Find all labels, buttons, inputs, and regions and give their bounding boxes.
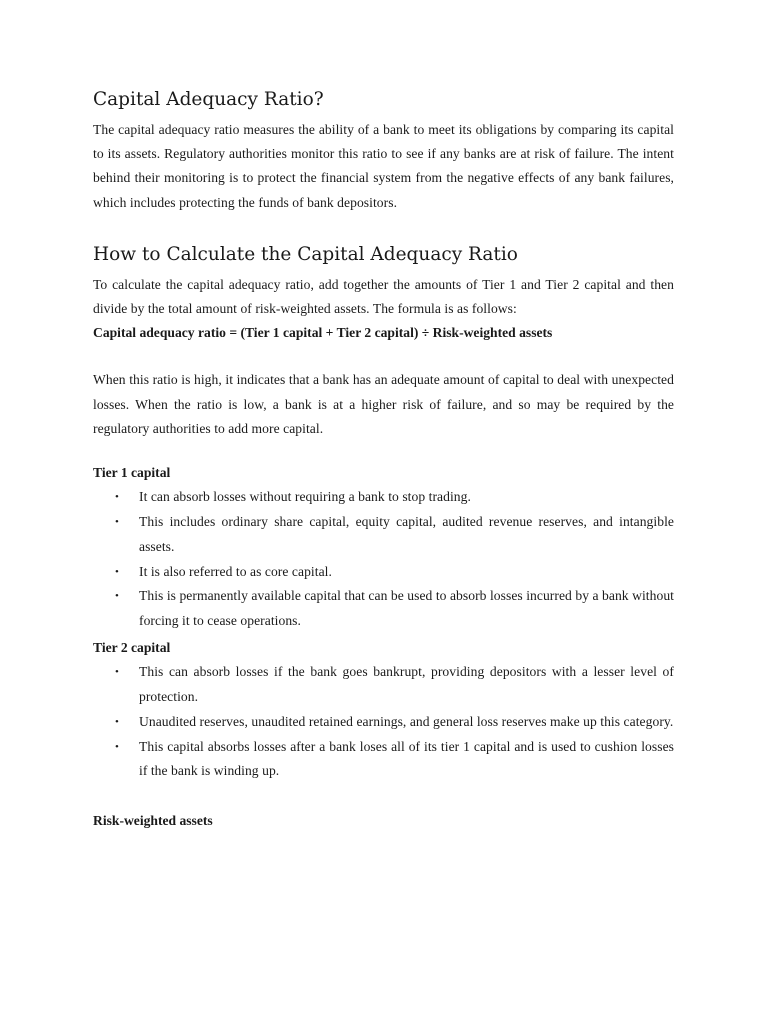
list-item — [93, 660, 674, 710]
list-item — [93, 735, 674, 785]
list-item-text: This is permanently available capital that can be used to absorb losses incurred by a bank without forcing it to cease operations. — [139, 588, 674, 629]
bullet-icon: • — [115, 715, 119, 728]
ratio-paragraph: When this ratio is high, it indicates that a bank has an adequate amount of capital to deal with unexpected losses. When the ratio is low, a bank is at a higher risk of failure, and so may be required by the regulatory authorities to add more capital. — [93, 372, 674, 436]
list-item — [93, 485, 674, 510]
list-item — [93, 710, 674, 735]
rwa-heading: Risk-weighted assets — [93, 813, 213, 829]
bullet-icon: • — [115, 740, 119, 753]
bullet-icon: • — [115, 590, 119, 603]
spacer — [93, 441, 674, 461]
calc-heading: How to Calculate the Capital Adequacy Ratio — [93, 243, 518, 265]
spacer — [93, 345, 674, 368]
list-item — [93, 560, 674, 585]
tier2-list — [93, 660, 674, 784]
list-item-text: It can absorb losses without requiring a bank to stop trading. — [139, 489, 471, 505]
intro-paragraph: The capital adequacy ratio measures the ability of a bank to meet its obligations by comparing its capital to its assets. Regulatory authorities monitor this ratio to see if any banks are at risk of failure. The intent behind their monitoring is to protect the financial system from the negative effects of any bank failures, which includes protecting the funds of bank depositors. — [93, 122, 674, 210]
list-item-text: This includes ordinary share capital, equity capital, audited revenue reserves, and intangible assets. — [139, 514, 674, 554]
list-item — [93, 584, 674, 634]
tier2-heading: Tier 2 capital — [93, 640, 171, 656]
spacer — [93, 786, 674, 809]
document-page — [93, 86, 674, 833]
formula-text: Capital adequacy ratio = (Tier 1 capital + Tier 2 capital) ÷ Risk-weighted assets — [93, 325, 553, 341]
list-item — [93, 510, 674, 560]
calc-paragraph: To calculate the capital adequacy ratio, add together the amounts of Tier 1 and Tier 2 capital and then divide by the total amount of risk-weighted assets. The formula is as follows: — [93, 276, 674, 317]
list-item-text: Unaudited reserves, unaudited retained earnings, and general loss reserves make up this category. — [139, 713, 674, 729]
tier1-list — [93, 485, 674, 634]
list-item-text: It is also referred to as core capital. — [139, 563, 332, 579]
list-item-text: This capital absorbs losses after a bank loses all of its tier 1 capital and is used to cushion losses if the bank is winding up. — [139, 738, 674, 779]
bullet-icon: • — [115, 491, 119, 504]
tier1-heading: Tier 1 capital — [93, 465, 171, 481]
bullet-icon: • — [115, 565, 119, 578]
list-item-text: This can absorb losses if the bank goes bankrupt, providing depositors with a lesser level of protection. — [139, 664, 674, 705]
bullet-icon: • — [115, 516, 119, 529]
page-title: Capital Adequacy Ratio? — [93, 89, 324, 110]
bullet-icon: • — [115, 666, 119, 679]
